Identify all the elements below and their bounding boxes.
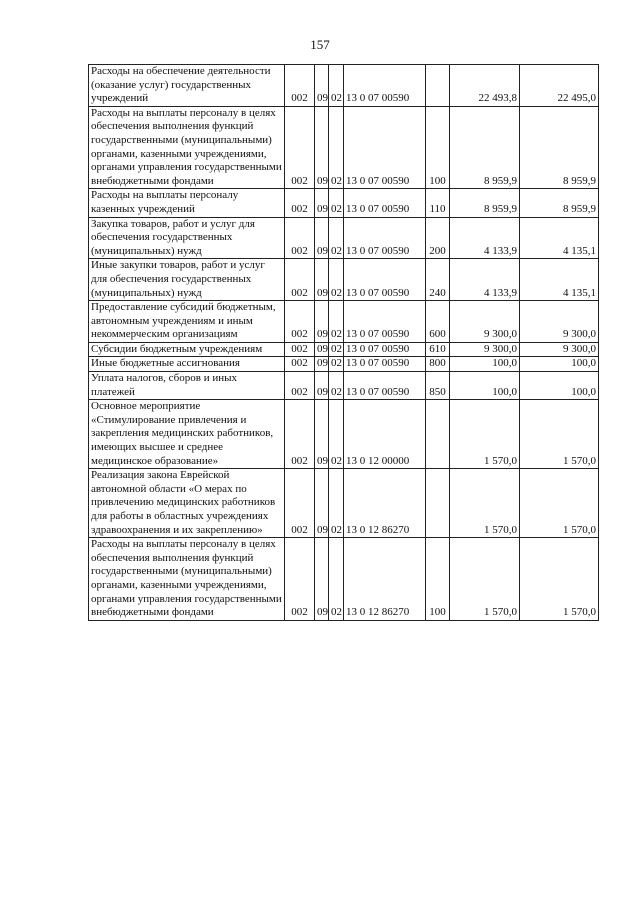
target-article-cell: 13 0 07 00590 [344, 65, 426, 107]
row-name-cell: Уплата налогов, сборов и иных платежей [89, 372, 285, 400]
amount-year1-cell: 1 570,0 [450, 469, 520, 538]
amount-year1-cell: 9 300,0 [450, 301, 520, 343]
table-row [89, 342, 599, 357]
table-row [89, 217, 599, 259]
target-article-cell: 13 0 12 00000 [344, 400, 426, 469]
target-article-cell: 13 0 07 00590 [344, 106, 426, 189]
target-article-cell: 13 0 07 00590 [344, 217, 426, 259]
amount-year2-cell: 1 570,0 [520, 538, 599, 621]
table-row [89, 400, 599, 469]
table-row [89, 189, 599, 217]
table-row [89, 538, 599, 621]
admin-code-cell: 002 [285, 342, 315, 357]
expense-type-cell: 100 [426, 106, 450, 189]
subsection-code-cell: 02 [329, 106, 344, 189]
amount-year1-cell: 9 300,0 [450, 342, 520, 357]
target-article-cell: 13 0 12 86270 [344, 538, 426, 621]
amount-year2-cell: 22 495,0 [520, 65, 599, 107]
section-code-cell: 09 [315, 342, 329, 357]
expense-type-cell: 200 [426, 217, 450, 259]
amount-year1-cell: 4 133,9 [450, 217, 520, 259]
expense-type-cell [426, 65, 450, 107]
amount-year2-cell: 4 135,1 [520, 217, 599, 259]
subsection-code-cell: 02 [329, 372, 344, 400]
target-article-cell: 13 0 07 00590 [344, 342, 426, 357]
expense-type-cell [426, 469, 450, 538]
amount-year1-cell: 8 959,9 [450, 106, 520, 189]
section-code-cell: 09 [315, 189, 329, 217]
subsection-code-cell: 02 [329, 217, 344, 259]
amount-year2-cell: 1 570,0 [520, 469, 599, 538]
target-article-cell: 13 0 07 00590 [344, 301, 426, 343]
subsection-code-cell: 02 [329, 65, 344, 107]
expense-type-cell: 850 [426, 372, 450, 400]
subsection-code-cell: 02 [329, 357, 344, 372]
amount-year2-cell: 100,0 [520, 357, 599, 372]
admin-code-cell: 002 [285, 400, 315, 469]
amount-year2-cell: 9 300,0 [520, 301, 599, 343]
expense-type-cell: 600 [426, 301, 450, 343]
admin-code-cell: 002 [285, 217, 315, 259]
table-row [89, 372, 599, 400]
subsection-code-cell: 02 [329, 400, 344, 469]
subsection-code-cell: 02 [329, 538, 344, 621]
expense-type-cell: 800 [426, 357, 450, 372]
row-name-cell: Субсидии бюджетным учреждениям [89, 342, 285, 357]
section-code-cell: 09 [315, 538, 329, 621]
amount-year1-cell: 8 959,9 [450, 189, 520, 217]
row-name-cell: Иные закупки товаров, работ и услуг для обеспечения государственных (муниципальных) нужд [89, 259, 285, 301]
section-code-cell: 09 [315, 301, 329, 343]
amount-year1-cell: 4 133,9 [450, 259, 520, 301]
section-code-cell: 09 [315, 259, 329, 301]
row-name-cell: Предоставление субсидий бюджетным, автономным учреждениям и иным некоммерческим организациям [89, 301, 285, 343]
row-name-cell: Расходы на обеспечение деятельности (оказание услуг) государственных учреждений [89, 65, 285, 107]
section-code-cell: 09 [315, 217, 329, 259]
target-article-cell: 13 0 07 00590 [344, 189, 426, 217]
target-article-cell: 13 0 07 00590 [344, 357, 426, 372]
table-row [89, 469, 599, 538]
section-code-cell: 09 [315, 357, 329, 372]
admin-code-cell: 002 [285, 259, 315, 301]
amount-year2-cell: 8 959,9 [520, 189, 599, 217]
amount-year1-cell: 1 570,0 [450, 538, 520, 621]
row-name-cell: Закупка товаров, работ и услуг для обеспечения государственных (муниципальных) нужд [89, 217, 285, 259]
amount-year1-cell: 100,0 [450, 357, 520, 372]
admin-code-cell: 002 [285, 106, 315, 189]
subsection-code-cell: 02 [329, 259, 344, 301]
expense-type-cell: 240 [426, 259, 450, 301]
page-number: 157 [310, 37, 330, 52]
section-code-cell: 09 [315, 106, 329, 189]
admin-code-cell: 002 [285, 65, 315, 107]
admin-code-cell: 002 [285, 357, 315, 372]
section-code-cell: 09 [315, 372, 329, 400]
row-name-cell: Реализация закона Еврейской автономной области «О мерах по привлечению медицинских работников для работы в областных учреждениях здравоохранения и их закреплению» [89, 469, 285, 538]
subsection-code-cell: 02 [329, 301, 344, 343]
table-row [89, 301, 599, 343]
target-article-cell: 13 0 07 00590 [344, 372, 426, 400]
section-code-cell: 09 [315, 400, 329, 469]
expense-type-cell: 610 [426, 342, 450, 357]
expense-type-cell: 100 [426, 538, 450, 621]
subsection-code-cell: 02 [329, 342, 344, 357]
amount-year1-cell: 1 570,0 [450, 400, 520, 469]
budget-table [88, 64, 599, 621]
row-name-cell: Расходы на выплаты персоналу в целях обеспечения выполнения функций государственными (муниципальными) органами, казенными учреждениями, органами управления государственными внебюджетными фондами [89, 106, 285, 189]
subsection-code-cell: 02 [329, 189, 344, 217]
target-article-cell: 13 0 12 86270 [344, 469, 426, 538]
amount-year2-cell: 8 959,9 [520, 106, 599, 189]
admin-code-cell: 002 [285, 372, 315, 400]
amount-year2-cell: 1 570,0 [520, 400, 599, 469]
table-row [89, 65, 599, 107]
amount-year1-cell: 22 493,8 [450, 65, 520, 107]
row-name-cell: Расходы на выплаты персоналу в целях обеспечения выполнения функций государственными (муниципальными) органами, казенными учреждениями, органами управления государственными внебюджетными фондами [89, 538, 285, 621]
table-row [89, 259, 599, 301]
amount-year2-cell: 4 135,1 [520, 259, 599, 301]
amount-year1-cell: 100,0 [450, 372, 520, 400]
subsection-code-cell: 02 [329, 469, 344, 538]
admin-code-cell: 002 [285, 189, 315, 217]
section-code-cell: 09 [315, 65, 329, 107]
amount-year2-cell: 9 300,0 [520, 342, 599, 357]
expense-type-cell [426, 400, 450, 469]
table-row [89, 357, 599, 372]
row-name-cell: Иные бюджетные ассигнования [89, 357, 285, 372]
admin-code-cell: 002 [285, 538, 315, 621]
admin-code-cell: 002 [285, 301, 315, 343]
section-code-cell: 09 [315, 469, 329, 538]
expense-type-cell: 110 [426, 189, 450, 217]
row-name-cell: Основное мероприятие «Стимулирование привлечения и закрепления медицинских работников, имеющих высшее и среднее медицинское образование» [89, 400, 285, 469]
admin-code-cell: 002 [285, 469, 315, 538]
amount-year2-cell: 100,0 [520, 372, 599, 400]
target-article-cell: 13 0 07 00590 [344, 259, 426, 301]
row-name-cell: Расходы на выплаты персоналу казенных учреждений [89, 189, 285, 217]
table-row [89, 106, 599, 189]
